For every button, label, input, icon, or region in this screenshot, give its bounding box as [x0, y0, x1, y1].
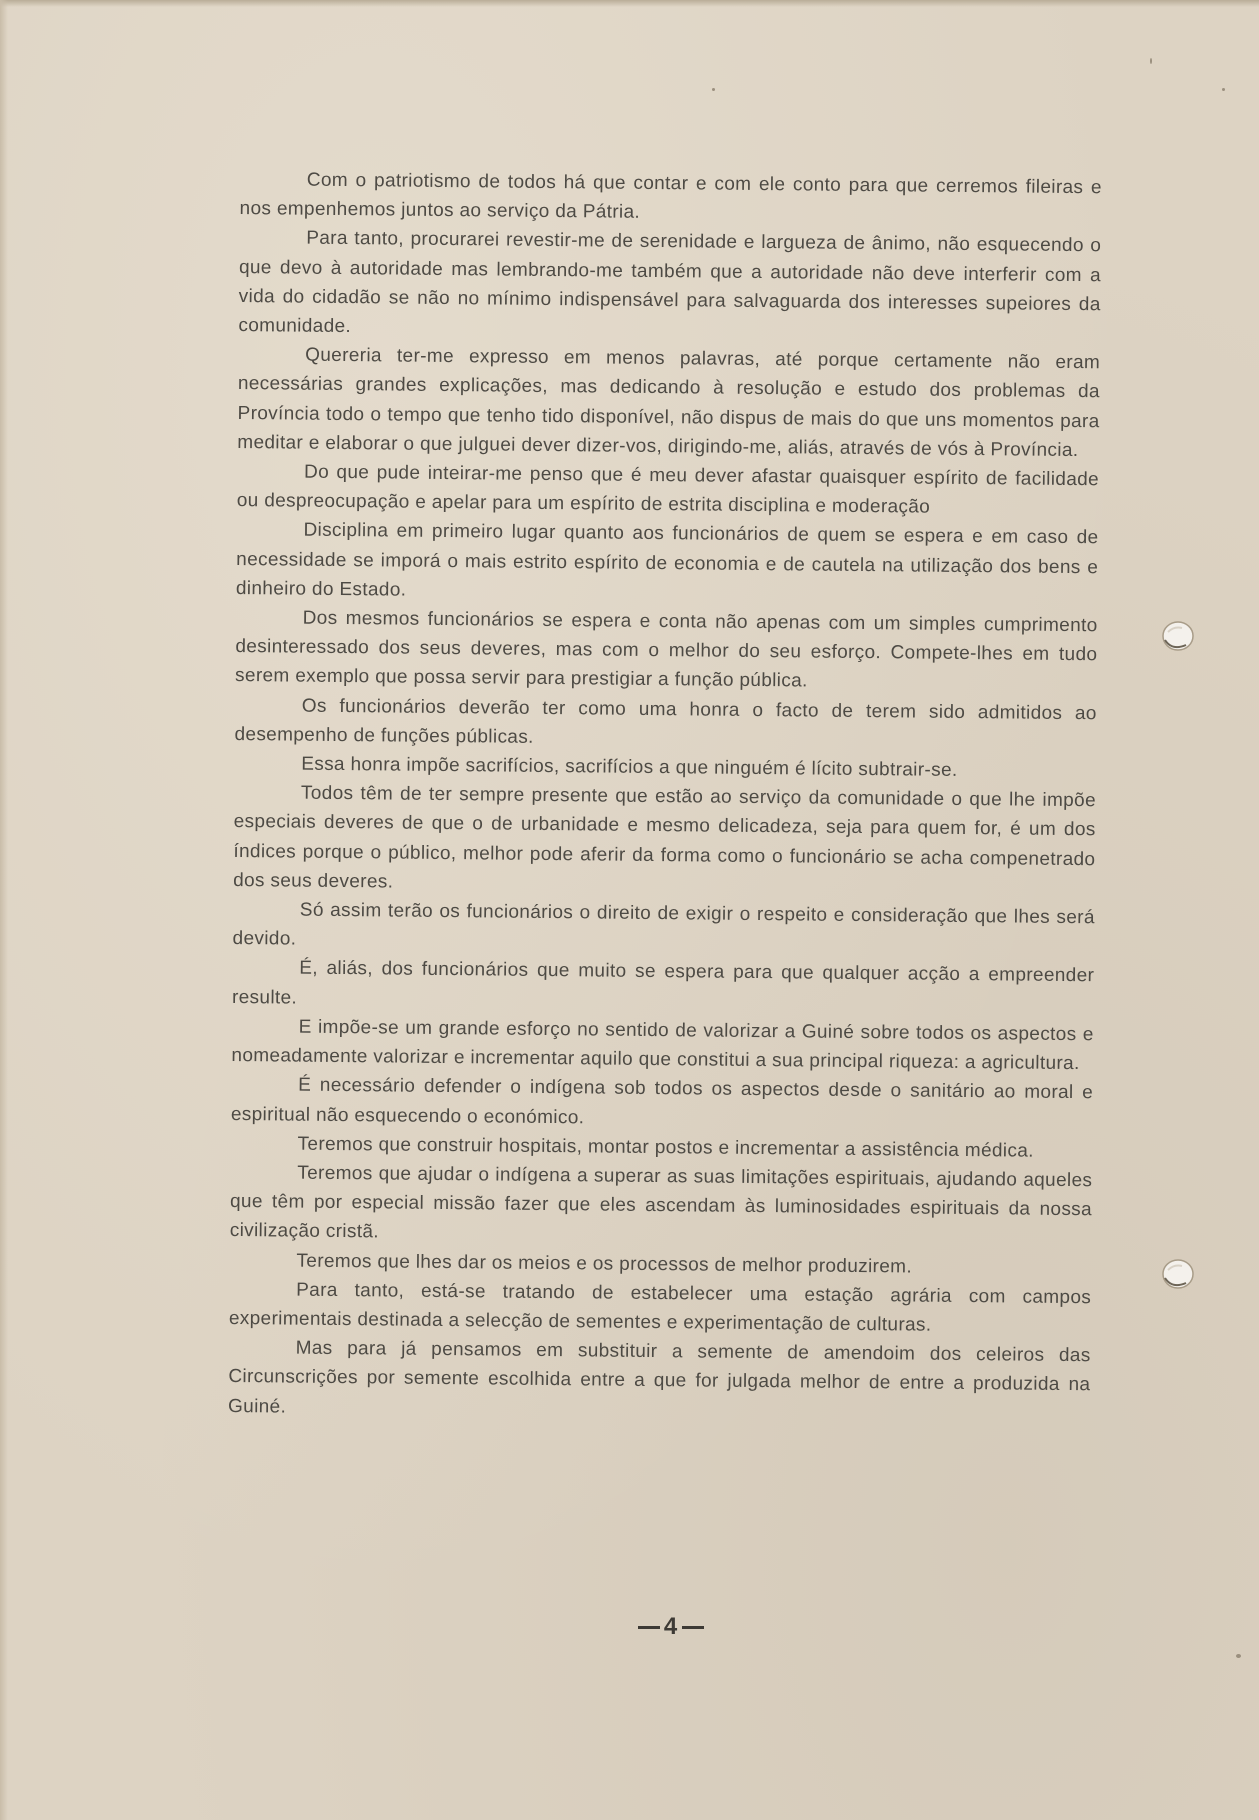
paper-speck [1150, 58, 1152, 64]
paragraph: Para tanto, procurarei revestir-me de serenidade e largueza de ânimo, não esquecendo o que devo à autoridade mas lembrando-me também que a autoridade não deve interferir com a vida do cidadão se não no mínimo indispensável para salvaguarda dos interesses supeiores da comunidade. [238, 228, 1102, 338]
paragraph: Teremos que lhes dar os meios e os processos de melhor produzirem. [296, 1250, 913, 1278]
paragraph: Mas para já pensamos em substituir a semente de amendoim dos celeiros das Circunscrições por semente escolhida entre a que for julgada melhor de entre a produzida na Guiné. [227, 1337, 1091, 1418]
paragraph: Do que pude inteirar-me penso que é meu dever afastar quaisquer espírito de facilidade ou despreocupação e apelar para um espírito de estrita disciplina e moderação [236, 461, 1100, 518]
paragraph: Todos têm de ter sempre presente que estão ao serviço da comunidade o que lhe impõe especiais deveres de que o de urbanidade e mesmo delicadeza, seja para quem for, é um dos índices porque o público, melhor pode aferir da forma como o funcionário se acha compenetrado dos seus deveres. [233, 782, 1097, 893]
dash-left [638, 1626, 660, 1629]
paragraph: Teremos que construir hospitais, montar postos e incrementar a assistência médica. [297, 1133, 1034, 1162]
paragraph: E impõe-se um grande esforço no sentido de valorizar a Guiné sobre todos os aspectos e nomeadamente valorizar e incrementar aquilo que constitui a sua principal riqueza: a agricultura. [231, 1016, 1094, 1075]
paragraph: Com o patriotismo de todos há que contar e com ele conto para que cerremos fileiras e nos empenhemos juntos ao serviço da Pátria. [239, 169, 1102, 224]
paragraph: Os funcionários deverão ter como uma honra o facto de terem sido admitidos ao desempenho de funções públicas. [234, 695, 1097, 748]
paper-speck [1222, 88, 1225, 91]
paragraph: Essa honra impõe sacrifícios, sacrifícios a que ninguém é lícito subtrair-se. [301, 753, 958, 781]
paragraph: Disciplina em primeiro lugar quanto aos funcionários de quem se espera e em caso de necessidade se imporá o mais estrito espírito de economia e de cautela na utilização dos bens e dinheiro do Estado. [235, 520, 1099, 601]
punch-hole-icon [1160, 618, 1196, 654]
page-number [616, 1613, 726, 1641]
page-number-value: 4 [663, 1613, 679, 1640]
paragraph: Teremos que ajudar o indígena a superar as suas limitações espirituais, ajudando aqueles que têm por especial missão fazer que eles ascendam às luminosidades espirituais da nossa civilização cristã. [229, 1162, 1093, 1243]
paragraph: Para tanto, está-se tratando de estabelecer uma estação agrária com campos experimentais destinada a selecção de sementes e experimentação de culturas. [228, 1279, 1092, 1336]
paper-left-edge [0, 0, 8, 1820]
paragraph: Só assim terão os funcionários o direito de exigir o respeito e consideração que lhes será devido. [232, 899, 1095, 950]
paragraph: É necessário defender o indígena sob todos os aspectos desde o sanitário ao moral e espiritual não esquecendo o económico. [230, 1074, 1094, 1128]
paragraph: Quereria ter-me expresso em menos palavras, até porque certamente não eram necessárias grandes explicações, mas dedicando à resolução e estudo dos problemas da Província todo o tempo que tenho tido disponível, não dispus de mais do que uns momentos para meditar e elaborar o que julguei dever dizer-vos, dirigindo-me, aliás, através de vós à Província. [237, 344, 1101, 461]
paper-speck [712, 88, 715, 91]
dash-right [682, 1626, 704, 1629]
paper-top-edge [0, 0, 1259, 7]
paper-speck [1236, 1654, 1241, 1658]
punch-hole-icon [1160, 1256, 1196, 1292]
paragraph: Dos mesmos funcionários se espera e conta não apenas com um simples cumprimento desinteressado dos seus deveres, mas com o melhor do seu esforço. Compete-lhes em tudo serem exemplo que possa servir para prestigiar a função pública. [234, 607, 1098, 692]
body-text [228, 165, 1102, 1429]
paragraph: É, aliás, dos funcionários que muito se espera para que qualquer acção a empreender resulte. [231, 958, 1095, 1009]
